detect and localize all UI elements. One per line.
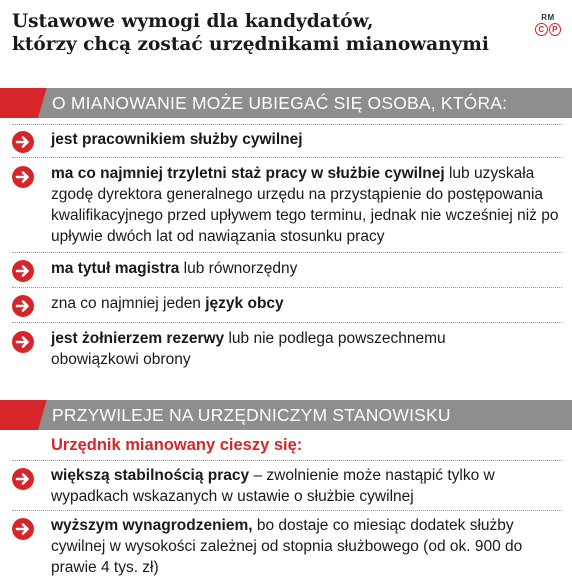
item-text [51,465,531,507]
phonogram-mark-icon: P [549,23,562,36]
item-rest: – zwolnienie może nastąpić tylko w wypadkach wskazanych w ustawie o służbie cywilnej [51,467,495,505]
item-text [51,328,471,370]
item-rest: lub równorzędny [179,260,298,277]
arrow-right-icon [12,468,34,490]
section-title: O MIANOWANIE MOŻE UBIEGAĆ SIĘ OSOBA, KTÓRA: [52,93,508,113]
item-text [51,163,561,247]
arrow-right-icon [12,166,34,188]
item-text [51,293,561,314]
publisher-logo [535,13,561,36]
title-line-1: Ustawowe wymogi dla kandydatów, [12,11,374,32]
divider [12,124,562,125]
divider [12,157,562,158]
item-bold: ma tytuł magistra [51,260,180,277]
section-banner-privileges [0,400,572,430]
copyright-mark-icon: C [535,23,548,36]
item-bold: wyższym wynagrodzeniem, [51,517,253,534]
arrow-right-icon [12,295,34,317]
section-banner-eligibility [0,88,572,118]
logo-rm-text: RM [541,13,555,22]
section-title: PRZYWILEJE NA URZĘDNICZYM STANOWISKU [52,405,451,425]
item-text [51,258,561,279]
arrow-right-icon [12,131,34,153]
divider [12,460,562,461]
item-rest: lub nie podlega powszechnemu obowiązkowi obrony [51,330,446,368]
divider [12,252,562,253]
item-bold: język obcy [205,295,284,312]
divider [12,287,562,288]
divider [12,322,562,323]
logo-marks [535,23,561,36]
arrow-right-icon [12,518,34,540]
title-line-2: którzy chcą zostać urzędnikami mianowanymi [12,34,489,55]
item-bold: jest żołnierzem rezerwy [51,330,225,347]
item-bold: jest pracownikiem służby cywilnej [51,131,303,148]
arrow-right-icon [12,331,34,353]
arrow-right-icon [12,260,34,282]
divider [12,510,562,511]
section-subtitle: Urzędnik mianowany cieszy się: [51,436,303,454]
item-text [51,129,561,150]
item-bold: ma co najmniej trzyletni staż pracy w służbie cywilnej [51,165,445,182]
item-rest: bo dostaje co miesiąc dodatek służby cywilnej w wysokości zależnej od stopnia służbowego (od ok. 900 do prawie 4 tys. zł) [51,517,523,576]
item-text [51,515,556,578]
item-rest: lub uzyskała zgodę dyrektora generalnego urzędu na przystąpienie do postępowania kwalifikacyjnego przed upływem tego terminu, jednak nie wcześniej niż po upływie dwóch lat od nawiązania stosunku pracy [51,165,559,245]
page-title [12,10,512,56]
item-bold: większą stabilnością pracy [51,467,250,484]
item-pre: zna co najmniej jeden [51,295,206,312]
